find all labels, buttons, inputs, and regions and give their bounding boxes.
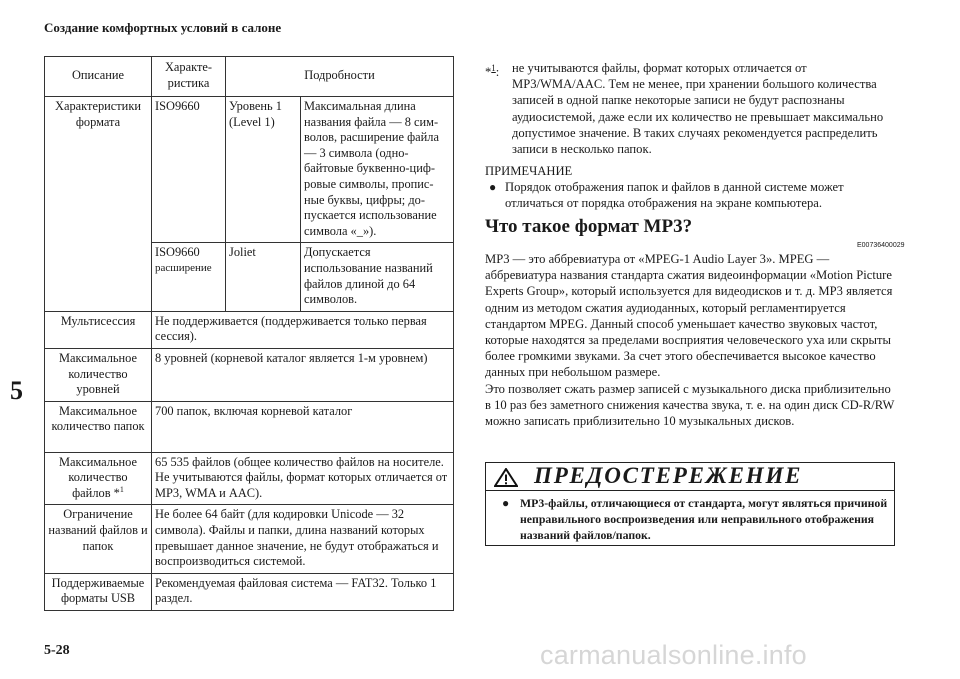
section-code: E00736400029 <box>857 242 905 249</box>
iso-ext-note: расширение <box>155 261 212 274</box>
warning-triangle-icon <box>494 468 518 487</box>
bullet-icon: ● <box>489 180 497 195</box>
note-text: Порядок отображения папок и файлов в данной системе может отличаться от порядка отображения на экране компьютера. <box>505 180 844 211</box>
warning-title: ПРЕДОСТЕРЕЖЕНИЕ <box>534 463 803 488</box>
table-row <box>45 505 454 573</box>
table-row <box>45 573 454 610</box>
watermark: carmanualsonline.info <box>540 640 807 670</box>
joliet-detail: Допускается использование названий файлов длиной до 64 символов. <box>301 243 454 311</box>
footnote-mark: *$^1$: <box>485 63 500 80</box>
levels-label: Максимальное количество уровней <box>45 348 152 401</box>
joliet: Joliet <box>226 243 301 311</box>
files-detail: 65 535 файлов (общее количество файлов на носителе. Не учитываются файлы, формат которых отличается от MP3, WMA и AAC). <box>152 452 454 505</box>
table-row <box>45 348 454 401</box>
page-number: 5-28 <box>44 643 70 658</box>
col-header-characteristic: Характе-ристика <box>152 57 226 97</box>
folders-label: Максимальное количество папок <box>45 401 152 452</box>
iso-ext-char: ISO9660 <box>155 245 200 260</box>
warning-text: MP3-файлы, отличающиеся от стандарта, могут являться причиной неправильного воспроизведения или неправильного отображения названий файлов/папок. <box>520 496 888 542</box>
section-title: Что такое формат MP3? <box>485 216 693 237</box>
spec-table <box>44 56 454 611</box>
note-title: ПРИМЕЧАНИЕ <box>485 164 573 178</box>
col-header-details: Подробности <box>226 57 454 97</box>
usb-label: Поддерживаемые форматы USB <box>45 573 152 610</box>
iso-detail: Максимальная длина названия файла — 8 сим-волов, расширение файла — 3 символа (одно-байтовые буквенно-циф-ровые символы, пропис-ные буквы, цифры; до-пускается использование символа «_»). <box>301 97 454 243</box>
page-header: Создание комфортных условий в салоне <box>44 20 282 35</box>
section-tab: 5 <box>10 376 23 405</box>
warning-box <box>485 462 895 546</box>
table-row <box>45 311 454 348</box>
mp3-paragraph: MP3 — это аббревиатура от «MPEG-1 Audio Layer 3». MPEG — аббревиатура названия стандарта сжатия видеоинформации «Motion Picture Experts Group», который используется для видеодисков и т. д. MP3 является одним из методом сжатия аудиоданных, который регламентируется стандартом MPEG. Данный способ уменьшает качество звуковых частот, которые находятся за пределами восприятия человеческого уха или скрыты более громкими звуками. За счет этого обеспечивается высокое качество данных при небольшом размере. <box>485 252 893 380</box>
iso-ext-cell <box>152 243 226 311</box>
format-label: Характеристики формата <box>45 97 152 312</box>
names-detail: Не более 64 байт (для кодировки Unicode — 32 символа). Файлы и папки, длина названий которых превышает данное значение, не будут отображаться и воспроизводиться системой. <box>152 505 454 573</box>
files-footnote-mark: 1 <box>119 484 124 494</box>
names-label: Ограничение названий файлов и папок <box>45 505 152 573</box>
table-row <box>45 452 454 505</box>
footnote <box>485 60 895 157</box>
iso-level: Уровень 1 (Level 1) <box>226 97 301 243</box>
files-label: Максимальное количество файлов * <box>58 454 138 500</box>
multisession-label: Мультисессия <box>45 311 152 348</box>
warning-content <box>486 491 894 543</box>
table-header-row <box>45 57 454 97</box>
note-block <box>485 163 895 212</box>
mp3-body <box>485 251 895 429</box>
warning-header <box>486 463 894 491</box>
table-row <box>45 97 454 243</box>
footnote-text: не учитываются файлы, формат которых отличается от MP3/WMA/AAC. Тем не менее, при хранении большого количества записей в одной папке некоторые записи не будут распознаны аудиосистемой, даже если их количество не превышает максимально допустимое значение. В таких случаях рекомендуется распределить записи в несколько папок. <box>512 61 884 157</box>
bullet-icon: ● <box>502 496 510 510</box>
files-label-cell <box>45 452 152 505</box>
folders-detail: 700 папок, включая корневой каталог <box>152 401 454 452</box>
mp3-paragraph-2: Это позволяет сжать размер записей с музыкального диска приблизительно в 10 раз без заметного снижения качества звука, т. е. на один диск CD-R/RW можно записать приблизительно 10 музыкальных дисков. <box>485 381 895 429</box>
usb-detail: Рекомендуемая файловая система — FAT32. Только 1 раздел. <box>152 573 454 610</box>
levels-detail: 8 уровней (корневой каталог является 1-м уровнем) <box>152 348 454 401</box>
table-row <box>45 401 454 452</box>
iso-char: ISO9660 <box>152 97 226 243</box>
multisession-detail: Не поддерживается (поддерживается только первая сессия). <box>152 311 454 348</box>
col-header-description: Описание <box>45 57 152 97</box>
